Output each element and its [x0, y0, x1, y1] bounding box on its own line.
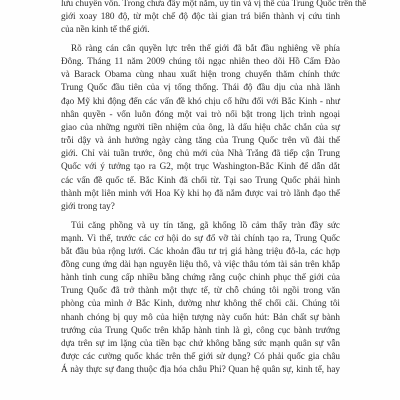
text-line: Rõ ràng cán cân quyền lực trên thế giới đã bắt đầu nghiêng về phía — [71, 42, 340, 53]
text-line: trướng của Trung Quốc trên khắp hành tinh là gì, công cục bành trướng — [61, 324, 340, 335]
text-line: Túi căng phồng và uy tín tăng, gã khổng lồ cảm thấy tràn đầy sức — [71, 219, 340, 230]
text-line: nhanh chóng bị quy mô của hiện tượng này cuốn hút: Bản chất sự bành — [61, 311, 340, 322]
text-line: Quốc với ý tưởng tạo ra G2, một trục Washington-Bắc Kinh để dẫn dắt — [61, 161, 340, 172]
paragraph-2 — [61, 42, 340, 213]
text-line: được các cường quốc khác trên thế giới sử dụng? Có phải quốc gia châu — [61, 351, 340, 362]
paragraph-1 — [61, 0, 367, 36]
text-line: thành một liên minh với Hoa Kỳ khi họ đã nắm được vai trò lãnh đạo thế — [61, 187, 340, 198]
text-line: các vấn đề quốc tế. Bắc Kinh đã chối từ. Tại sao Trung Quốc phải hình — [61, 174, 340, 185]
paragraph-3 — [61, 219, 340, 377]
text-line: giao của những người tiền nhiệm của ông, là dấu hiệu chắc chắn của sự — [61, 121, 340, 132]
text-line: dựa trên sự im lặng của tiền bạc chứ không bằng sức mạnh quân sự vẫn — [61, 337, 340, 348]
text-line: Á này thực sự đang thuộc địa hóa châu Phi? Quan hệ quân sự, kinh tế, hay — [61, 364, 340, 375]
text-line: bắt đầu bủa rộng lưới. Các khoản đầu tư trị giá hàng triệu đô-la, các hợp — [61, 245, 340, 256]
text-line: phòng của mình ở Bắc Kinh, dường như không thể chối cãi. Chúng tôi — [61, 298, 340, 309]
text-line: trỗi dậy và ảnh hưởng ngày càng tăng của Trung Quốc trên vũ đài thế — [61, 135, 340, 146]
text-line: Trung Quốc đầu tiên của vị tổng thống. Thái độ đầu dịu của nhà lãnh — [61, 82, 340, 93]
text-line: của nền kinh tế thế giới. — [61, 24, 150, 35]
text-line: lưu chuyển vốn. Trong chưa đầy một năm, uy tín và vị thế của Trung Quốc trên thế — [61, 0, 367, 8]
body-text — [61, 0, 367, 376]
text-line: Đông. Tháng 11 năm 2009 chúng tôi ngạc nhiên theo dõi Hồ Cẩm Đào — [61, 56, 340, 67]
text-line: giới trong tay? — [61, 200, 115, 211]
text-line: giới. Chỉ vài tuần trước, ông chủ mới của Nhà Trắng đã tiếp cận Trung — [61, 148, 340, 159]
text-line: đồng cung ứng dài hạn nguyên liệu thô, và việc thâu tóm tài sản trên khắp — [61, 258, 340, 269]
text-line: giới xoay 180 độ, từ một chế độ độc tài gian trá biến thành vị cứu tinh — [61, 11, 340, 22]
text-line: mạnh. Vì thế, trước các cơ hội do sự đổ vỡ tài chính tạo ra, Trung Quốc — [61, 232, 340, 243]
text-line: Trung Quốc đã trở thành một thực tế, từ chỗ chúng tôi ngồi trong văn — [61, 285, 340, 296]
text-line: hành tinh cung cấp nhiều bằng chứng rằng cuộc chinh phục thế giới của — [61, 272, 340, 283]
text-line: nhân quyền - vốn luôn đóng một vai trò nổi bật trong lịch trình ngoại — [61, 108, 340, 119]
text-line: và Barack Obama cùng nhau xuất hiện trong chuyến thăm chính thức — [61, 69, 340, 80]
text-line: đạo Mỹ khi động đến các vấn đề khó chịu cố hữu đối với Bắc Kinh - như — [61, 95, 340, 106]
